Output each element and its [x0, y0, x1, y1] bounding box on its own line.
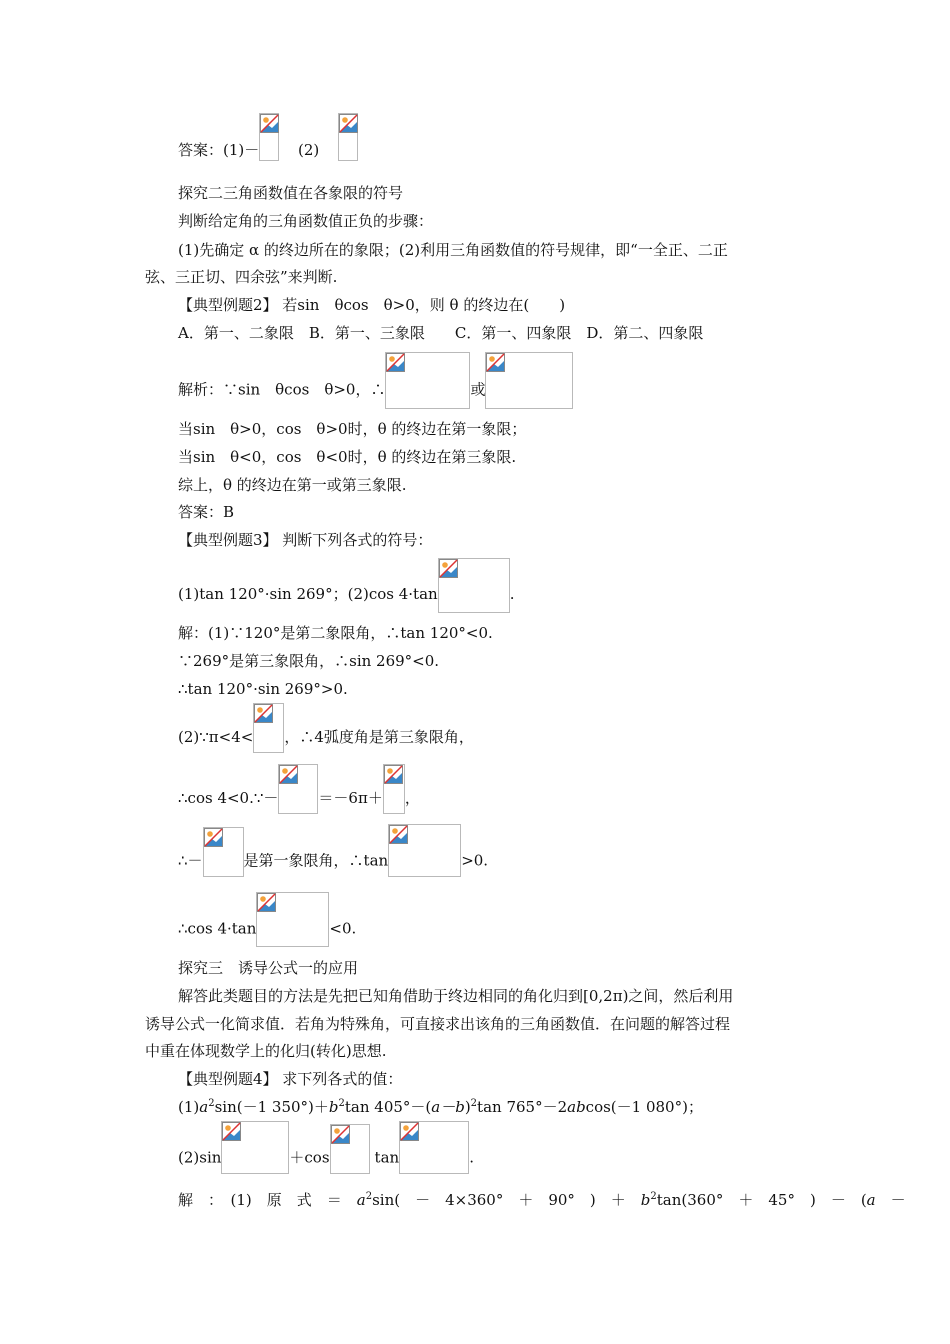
example-3-step-4 — [178, 723, 474, 753]
example-2-solution — [178, 372, 573, 409]
text-fragment: ) — [464, 1098, 471, 1116]
text-fragment: 2 — [338, 1098, 345, 1109]
text-fragment: a — [866, 1191, 876, 1209]
formula-image — [256, 892, 329, 947]
text-fragment: ∴cos 4·tan — [178, 919, 257, 938]
formula-image — [438, 558, 510, 613]
broken-image-icon — [254, 704, 273, 723]
formula-image — [203, 827, 244, 877]
formula-image — [338, 113, 358, 161]
formula-image — [330, 1124, 370, 1174]
broken-image-icon — [279, 765, 298, 784]
text-fragment: (1) — [178, 1098, 200, 1116]
text-fragment: (2) — [298, 141, 320, 159]
text-fragment: a－b — [431, 1098, 465, 1116]
text-fragment: 是第一象限角，∴tan — [243, 851, 389, 870]
broken-image-icon — [486, 353, 505, 372]
section-2-title: 探究二三角函数值在各象限的符号 — [178, 184, 404, 202]
text-fragment: . — [509, 585, 515, 603]
example-4-question-1 — [178, 1097, 703, 1117]
broken-image-icon — [331, 1125, 350, 1144]
broken-image-icon — [339, 114, 358, 133]
example-3-step-5 — [178, 784, 420, 814]
formula-image — [253, 703, 284, 753]
example-2-options: A．第一、二象限 B．第一、三象限 C．第一、四象限 D．第二、四象限 — [178, 324, 704, 342]
text-fragment: 或 — [470, 380, 486, 399]
example-3-step-1: 解：(1)∵120°是第二象限角，∴tan 120°<0. — [178, 624, 493, 642]
broken-image-icon — [400, 1122, 419, 1141]
formula-image — [259, 113, 279, 161]
formula-image — [383, 764, 405, 814]
formula-image — [221, 1121, 289, 1174]
text-fragment: ab — [567, 1098, 586, 1116]
text-fragment: tan — [374, 1148, 400, 1167]
broken-image-icon — [389, 825, 408, 844]
broken-image-icon — [384, 765, 403, 784]
text-fragment: 答案：(1)－ — [178, 141, 260, 159]
text-fragment: tan 765°－2 — [477, 1098, 568, 1116]
text-fragment: (2)∵π<4< — [178, 728, 254, 746]
broken-image-icon — [260, 114, 279, 133]
text-fragment: b — [328, 1098, 339, 1116]
text-fragment: (2)sin — [178, 1148, 222, 1167]
example-3-step-7 — [178, 912, 356, 947]
text-fragment: 2 — [365, 1191, 373, 1202]
example-3-step-3: ∴tan 120°·sin 269°>0. — [178, 680, 348, 698]
broken-image-icon — [439, 559, 458, 578]
example-2-title: 【典型例题2】 若sin θcos θ>0，则 θ 的终边在( ) — [178, 296, 566, 314]
section-3-paragraph: 解答此类题目的方法是先把已知角借助于终边相同的角化归到[0,2π)之间，然后利用 — [178, 987, 734, 1005]
text-fragment: ∴－ — [178, 851, 203, 870]
text-fragment: 2 — [208, 1098, 215, 1109]
section-3-paragraph-end: 中重在体现数学上的化归(转化)思想. — [145, 1042, 387, 1060]
formula-image — [388, 824, 461, 877]
text-fragment: ，∴4弧度角是第三象限角， — [284, 728, 474, 746]
formula-image — [399, 1121, 469, 1174]
text-fragment: ＋cos — [289, 1148, 330, 1167]
section-3-paragraph-cont: 诱导公式一化简求值．若角为特殊角，可直接求出该角的三角函数值．在问题的解答过程 — [145, 1015, 731, 1033]
text-fragment: sin( － 4×360° ＋ 90° ) ＋ — [372, 1191, 641, 1209]
text-fragment: ∴cos 4<0.∵－ — [178, 789, 279, 807]
example-2-summary: 综上，θ 的终边在第一或第三象限. — [178, 476, 407, 494]
example-4-solution — [178, 1190, 906, 1210]
text-fragment: . — [469, 1148, 474, 1167]
text-fragment: 解 ： (1) 原 式 ＝ — [178, 1191, 357, 1209]
example-3-step-2: ∵269°是第三象限角，∴sin 269°<0. — [178, 652, 440, 670]
example-2-case-2: 当sin θ<0，cos θ<0时，θ 的终边在第三象限. — [178, 448, 517, 466]
section-3-title: 探究三 诱导公式一的应用 — [178, 959, 359, 977]
broken-image-icon — [257, 893, 276, 912]
text-fragment: b — [640, 1191, 651, 1209]
example-4-title: 【典型例题4】 求下列各式的值： — [178, 1070, 403, 1088]
section-2-intro: 判断给定角的三角函数值正负的步骤： — [178, 212, 434, 230]
example-3-question — [178, 577, 514, 613]
text-fragment: ＝－6π＋ — [318, 789, 383, 807]
text-fragment: (1)tan 120°·sin 269°；(2)cos 4·tan — [178, 585, 438, 603]
text-fragment: a — [356, 1191, 366, 1209]
text-fragment: － — [875, 1191, 906, 1209]
example-2-answer: 答案：B — [178, 503, 235, 521]
text-fragment: 2 — [470, 1098, 478, 1109]
broken-image-icon — [386, 353, 405, 372]
broken-image-icon — [204, 828, 223, 847]
text-fragment: 解析：∵sin θcos θ>0，∴ — [178, 380, 386, 399]
example-2-case-1: 当sin θ>0，cos θ>0时，θ 的终边在第一象限； — [178, 420, 527, 438]
text-fragment: >0. — [461, 851, 489, 870]
section-2-step: (1)先确定 α 的终边所在的象限；(2)利用三角函数值的符号规律，即“一全正、二正 — [178, 241, 728, 259]
example-3-title: 【典型例题3】 判断下列各式的符号： — [178, 531, 433, 549]
example-3-step-6 — [178, 846, 488, 877]
formula-image — [385, 352, 470, 409]
text-fragment: tan 405°－( — [344, 1098, 432, 1116]
text-fragment: sin(－1 350°)＋ — [214, 1098, 329, 1116]
text-fragment: ， — [404, 789, 420, 807]
section-2-step-cont: 弦、三正切、四余弦”来判断. — [145, 268, 338, 286]
formula-image — [278, 764, 318, 814]
formula-image — [485, 352, 573, 409]
broken-image-icon — [222, 1122, 241, 1141]
text-fragment: a — [199, 1098, 209, 1116]
text-fragment: <0. — [329, 919, 357, 938]
text-fragment: tan(360° ＋ 45° ) － ( — [656, 1191, 867, 1209]
text-fragment: 2 — [650, 1191, 657, 1202]
answer-line — [178, 140, 358, 161]
text-fragment: cos(－1 080°)； — [585, 1098, 703, 1116]
example-4-question-2 — [178, 1143, 474, 1174]
